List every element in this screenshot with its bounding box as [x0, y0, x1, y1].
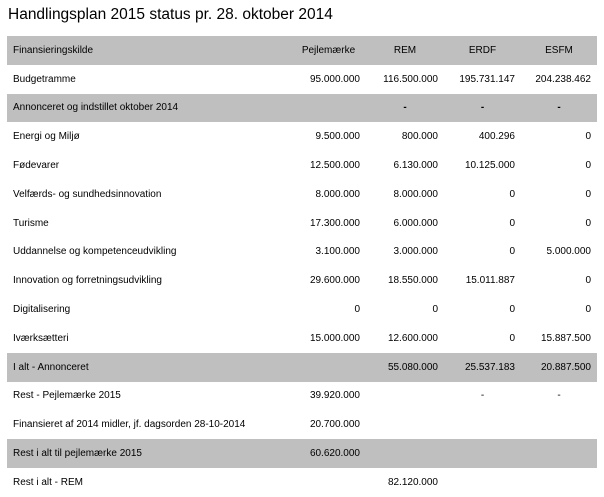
cell-rem — [366, 382, 444, 411]
row-label: Iværksætteri — [13, 332, 69, 344]
cell-erdf: 10.125.000 — [464, 160, 515, 172]
row-label: Budgetramme — [13, 73, 76, 85]
cell-pejlemaerke: 20.700.000 — [309, 419, 360, 431]
total-row-rest-pejlemaerke — [7, 439, 597, 468]
table-row-budgetramme — [7, 65, 597, 94]
row-label: Velfærds- og sundhedsinnovation — [13, 188, 162, 200]
cell-rem: - — [366, 94, 444, 123]
row-label: Annonceret og indstillet oktober 2014 — [7, 94, 291, 123]
row-label: Fødevarer — [13, 160, 60, 172]
cell-pejlemaerke: 0 — [354, 304, 360, 316]
cell-pejlemaerke — [291, 353, 366, 382]
cell-rem: 3.000.000 — [393, 246, 438, 258]
cell-erdf: 25.537.183 — [444, 353, 521, 382]
cell-esfm: 0 — [585, 131, 591, 143]
cell-erdf: 0 — [509, 304, 515, 316]
cell-rem: 0 — [432, 304, 438, 316]
cell-esfm: 204.238.462 — [535, 73, 591, 85]
column-header-esfm: ESFM — [521, 36, 597, 65]
cell-esfm: 5.000.000 — [546, 246, 591, 258]
cell-erdf: - — [444, 94, 521, 123]
cell-erdf: 0 — [509, 188, 515, 200]
table-row-digitalisering — [7, 295, 597, 324]
cell-esfm: 0 — [585, 304, 591, 316]
cell-erdf: - — [480, 390, 485, 402]
cell-esfm: 0 — [585, 188, 591, 200]
cell-esfm: 0 — [585, 275, 591, 287]
cell-erdf: 0 — [509, 332, 515, 344]
row-label: Turisme — [13, 217, 49, 229]
row-label: Rest i alt til pejlemærke 2015 — [7, 439, 291, 468]
column-header-rem: REM — [366, 36, 444, 65]
cell-pejlemaerke: 3.100.000 — [315, 246, 360, 258]
row-label: Innovation og forretningsudvikling — [13, 275, 162, 287]
cell-erdf — [444, 468, 521, 497]
cell-erdf: 0 — [509, 217, 515, 229]
table-row-uddannelse — [7, 238, 597, 267]
cell-pejlemaerke — [291, 94, 366, 123]
row-label: Finansieret af 2014 midler, jf. dagsorden 28-10-2014 — [13, 419, 246, 431]
cell-esfm: 20.887.500 — [521, 353, 597, 382]
page-title: Handlingsplan 2015 status pr. 28. oktober 2014 — [8, 6, 333, 23]
cell-pejlemaerke: 15.000.000 — [309, 332, 360, 344]
funding-table — [7, 36, 597, 497]
table-row-innovation — [7, 266, 597, 295]
cell-rem: 18.550.000 — [387, 275, 438, 287]
table-row-foedevarer — [7, 151, 597, 180]
cell-esfm — [521, 439, 597, 468]
cell-erdf: 0 — [509, 246, 515, 258]
cell-rem: 82.120.000 — [387, 476, 438, 488]
cell-erdf: 195.731.147 — [459, 73, 515, 85]
column-header-source: Finansieringskilde — [7, 36, 291, 65]
cell-esfm: 15.887.500 — [540, 332, 591, 344]
cell-pejlemaerke — [291, 468, 366, 497]
cell-erdf: 400.296 — [478, 131, 515, 143]
cell-esfm: 0 — [585, 217, 591, 229]
cell-pejlemaerke: 95.000.000 — [309, 73, 360, 85]
cell-esfm — [521, 410, 597, 439]
section-row-annonceret — [7, 94, 597, 123]
cell-rem: 800.000 — [401, 131, 438, 143]
cell-esfm: - — [521, 94, 597, 123]
cell-esfm: 0 — [585, 160, 591, 172]
table-row-velfaerd — [7, 180, 597, 209]
table-header-row — [7, 36, 597, 65]
table-row-ivaerksaetteri — [7, 324, 597, 353]
cell-esfm — [521, 468, 597, 497]
cell-erdf — [444, 439, 521, 468]
cell-erdf — [444, 410, 521, 439]
cell-erdf: 15.011.887 — [465, 275, 515, 287]
cell-rem — [366, 410, 444, 439]
row-label: Rest - Pejlemærke 2015 — [13, 390, 121, 402]
column-header-erdf: ERDF — [444, 36, 521, 65]
cell-pejlemaerke: 8.000.000 — [315, 188, 360, 200]
row-label: Rest i alt - REM — [13, 476, 84, 488]
row-label: I alt - Annonceret — [7, 353, 291, 382]
row-label: Digitalisering — [13, 304, 71, 316]
cell-esfm: - — [557, 390, 561, 402]
cell-rem: 116.500.000 — [383, 73, 438, 85]
cell-rem: 8.000.000 — [393, 188, 438, 200]
cell-pejlemaerke: 39.920.000 — [309, 390, 360, 402]
total-row-annonceret — [7, 353, 597, 382]
row-label: Uddannelse og kompetenceudvikling — [13, 246, 177, 258]
row-label: Energi og Miljø — [13, 131, 80, 143]
table-row-rest-pejlemaerke — [7, 382, 597, 411]
table-row-turisme — [7, 209, 597, 238]
cell-pejlemaerke: 17.300.000 — [309, 217, 360, 229]
column-header-pejlemaerke: Pejlemærke — [291, 36, 366, 65]
cell-rem: 12.600.000 — [387, 332, 438, 344]
cell-rem: 55.080.000 — [366, 353, 444, 382]
cell-rem: 6.130.000 — [393, 160, 438, 172]
table-row-finansieret — [7, 410, 597, 439]
cell-pejlemaerke: 9.500.000 — [315, 131, 360, 143]
cell-rem — [366, 439, 444, 468]
cell-rem: 6.000.000 — [393, 217, 438, 229]
cell-pejlemaerke: 60.620.000 — [291, 439, 366, 468]
cell-pejlemaerke: 29.600.000 — [309, 275, 360, 287]
table-row-energi — [7, 122, 597, 151]
table-row-rest-rem — [7, 468, 597, 497]
cell-pejlemaerke: 12.500.000 — [309, 160, 360, 172]
